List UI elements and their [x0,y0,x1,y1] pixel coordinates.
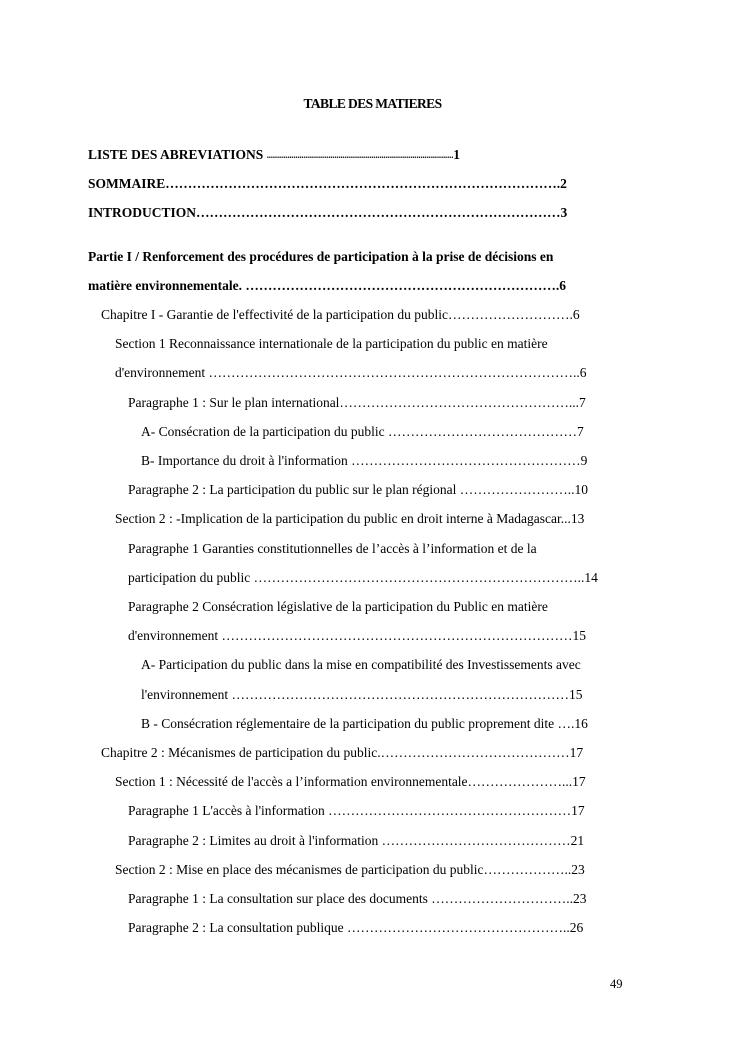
toc-entry-section-2: Section 2 : -Implication de la participation du public en droit interne à Madagascar...13 [115,511,585,526]
toc-entry-section-1-c2: Section 1 : Nécessité de l'accès a l’information environnementale…………………...17 [115,774,586,789]
toc-entry-sub-b: B- Importance du droit à l'information ……………………………………………9 [141,453,588,468]
toc-entry-partie-1-cont: matière environnementale. …………………………………………………………….6 [88,278,566,293]
toc-entry-paragraphe-1-s2: Paragraphe 1 : La consultation sur place des documents …………………………..23 [128,891,587,906]
toc-entry-sub-a: A- Consécration de la participation du public ……………………………………7 [141,424,584,439]
toc-entry-sub-b-2: B - Consécration réglementaire de la participation du public proprement dite ….16 [141,716,588,731]
toc-entry-section-1-cont: d'environnement ………………………………………………………………………..6 [115,365,587,380]
toc-entry-abbreviations [88,146,460,164]
toc-entry-paragraphe-2-b-cont: d'environnement ……………………………………………………………………15 [128,628,587,643]
toc-entry-chapitre-1: Chapitre I - Garantie de l'effectivité de la participation du public……………………….6 [101,307,580,322]
toc-entry-paragraphe-1-c2: Paragraphe 1 L'accès à l'information ………………………………………………17 [128,803,585,818]
toc-entry-partie-1: Partie I / Renforcement des procédures de participation à la prise de décisions en [88,249,554,264]
toc-entry-text: LISTE DES ABREVIATIONS ...........................................................................................1 [88,147,461,162]
toc-entry-paragraphe-1: Paragraphe 1 : Sur le plan international……………………………………………...7 [128,395,586,410]
toc-entry-paragraphe-2-c2: Paragraphe 2 : Limites au droit à l'information ……………………………………21 [128,833,585,848]
toc-entry-sommaire: SOMMAIRE…………………………………………………………………………….2 [88,176,567,191]
toc-entry-sub-a-2-cont: l'environnement …………………………………………………………………15 [141,687,583,702]
toc-entry-paragraphe-1-b: Paragraphe 1 Garanties constitutionnelles de l’accès à l’information et de la [128,541,537,556]
toc-entry-chapitre-2: Chapitre 2 : Mécanismes de participation du public.……………………………………17 [101,745,584,760]
toc-entry-paragraphe-2-s2: Paragraphe 2 : La consultation publique …………………………………………..26 [128,920,584,935]
toc-entry-paragraphe-1-b-cont: participation du public ………………………………………………………………..14 [128,570,598,585]
toc-entry-sub-a-2: A- Participation du public dans la mise en compatibilité des Investissements avec [141,657,581,672]
toc-entry-section-2-c2: Section 2 : Mise en place des mécanismes de participation du public………………..23 [115,862,585,877]
dot-leader: ........................................................................................... [266,150,454,160]
toc-entry-section-1: Section 1 Reconnaissance internationale de la participation du public en matière [115,336,548,351]
page-title: TABLE DES MATIERES [303,96,442,111]
page-number: 49 [610,977,623,991]
toc-entry-paragraphe-2-b: Paragraphe 2 Consécration législative de la participation du Public en matière [128,599,548,614]
toc-entry-introduction: INTRODUCTION………………………………………………………………………3 [88,205,568,220]
toc-entry-paragraphe-2: Paragraphe 2 : La participation du public sur le plan régional ……………………..10 [128,482,589,497]
